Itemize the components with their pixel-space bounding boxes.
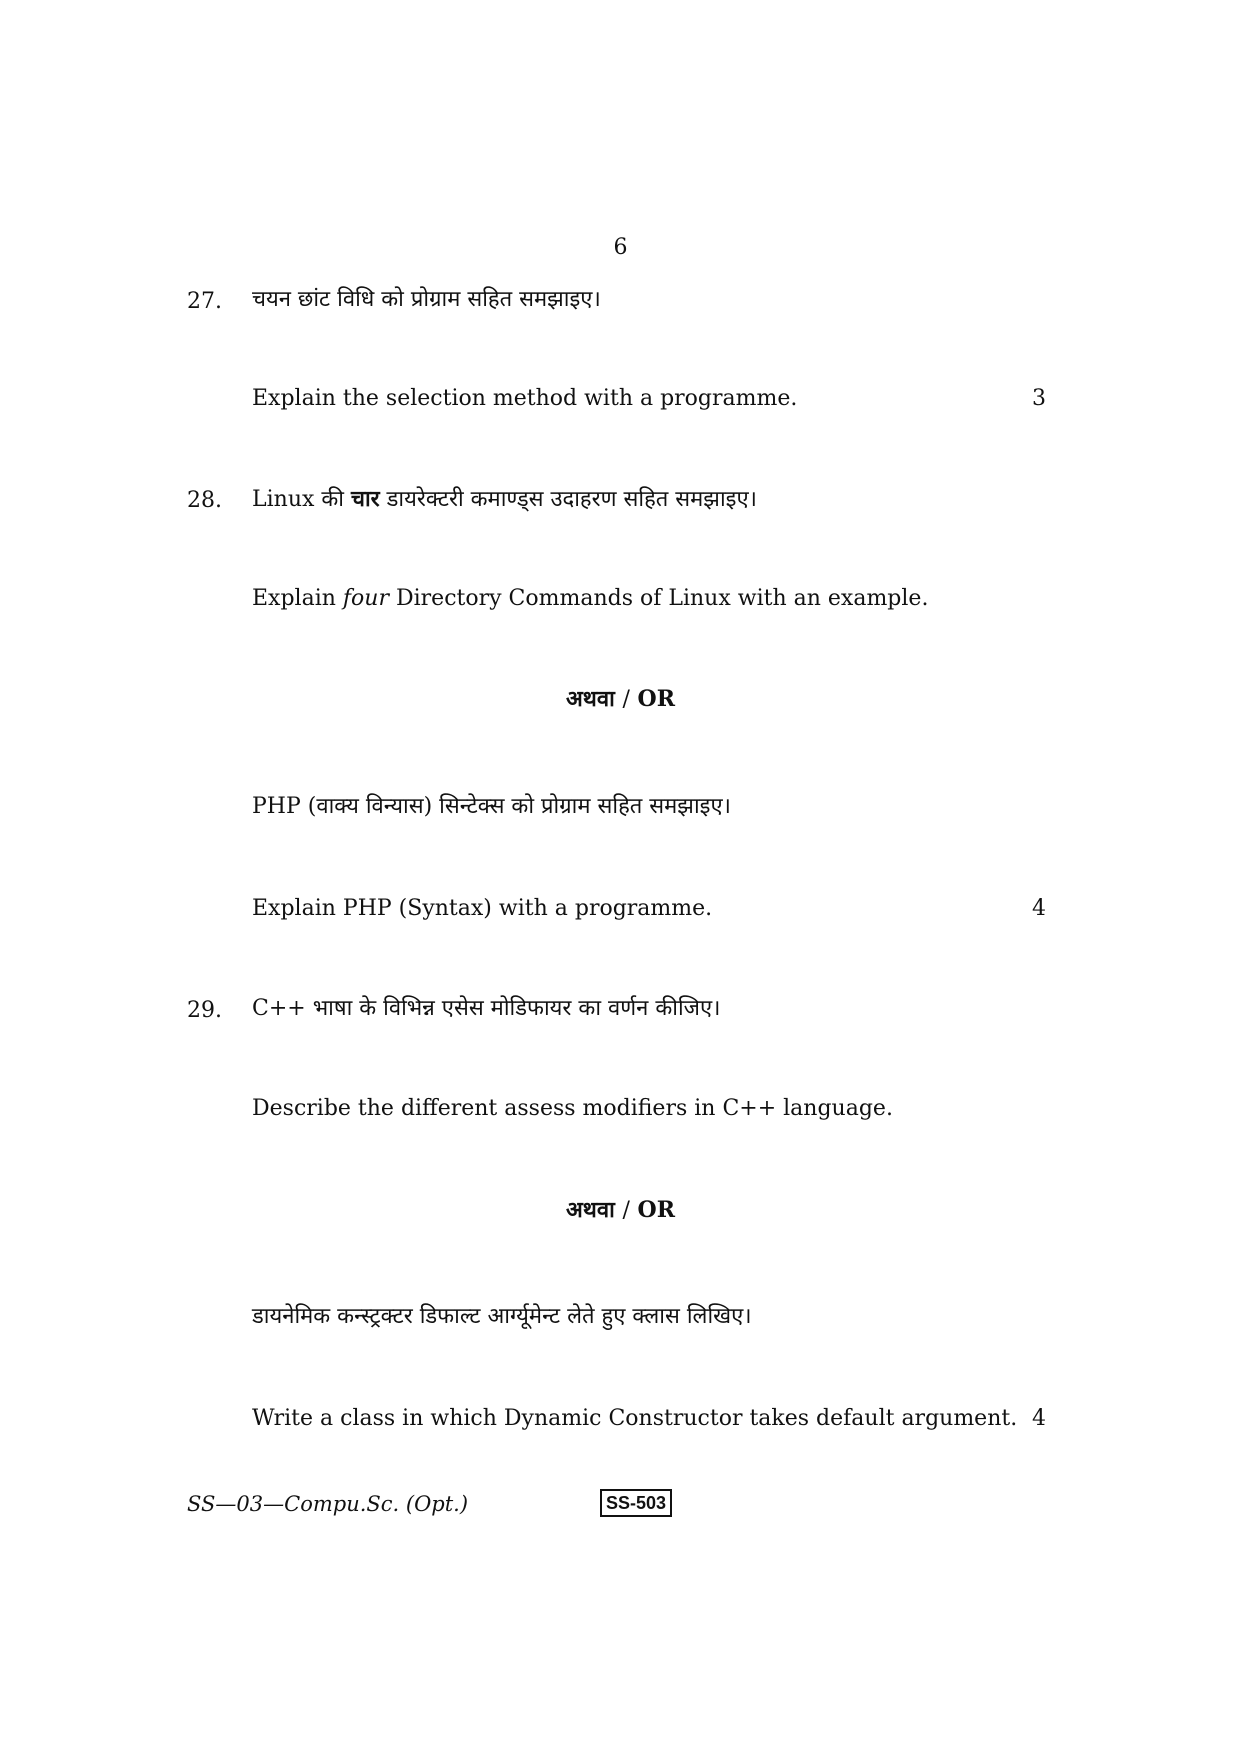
question-28-hindi (252, 484, 757, 515)
or-hindi: अथवा (565, 686, 615, 712)
question-28-english-suffix: Directory Commands of Linux with an example. (388, 586, 929, 611)
question-29-alt-english: Write a class in which Dynamic Constructor takes default argument. (252, 1406, 1018, 1431)
question-28-hindi-suffix: डायरेक्टरी कमाण्ड्स उदाहरण सहित समझाइए। (379, 487, 757, 512)
or-separator: / (622, 1198, 630, 1223)
footer-paper-code: SS-503 (600, 1489, 672, 1517)
question-28-alt-hindi: PHP (वाक्य विन्यास) सिन्टेक्स को प्रोग्राम सहित समझाइए। (252, 794, 731, 819)
question-29-alt-hindi: डायनेमिक कन्स्ट्रक्टर डिफाल्ट आर्ग्यूमेन्ट लेते हुए क्लास लिखिए। (252, 1304, 752, 1329)
or-hindi: अथवा (565, 1197, 615, 1223)
question-28-or-divider (0, 684, 1241, 715)
question-29-english: Describe the different assess modifiers in C++ language. (252, 1096, 893, 1121)
question-28-english-italic: four (342, 586, 389, 611)
footer-paper-id: SS—03—Compu.Sc. (Opt.) (187, 1492, 469, 1516)
page-number: 6 (613, 235, 628, 260)
question-28-alt-english: Explain PHP (Syntax) with a programme. (252, 896, 713, 921)
question-28-hindi-prefix: Linux की (252, 487, 351, 512)
question-29-or-divider (0, 1195, 1241, 1226)
question-29-marks: 4 (1032, 1406, 1046, 1431)
or-english: OR (637, 1197, 675, 1223)
question-27-number: 27. (187, 289, 222, 314)
question-28-marks: 4 (1032, 896, 1046, 921)
question-28-english-prefix: Explain (252, 586, 343, 611)
question-28-hindi-bold: चार (350, 486, 380, 512)
or-english: OR (637, 686, 675, 712)
question-28-number: 28. (187, 488, 222, 513)
or-separator: / (622, 687, 630, 712)
question-28-english (252, 584, 928, 614)
question-27-english: Explain the selection method with a programme. (252, 386, 798, 411)
question-27-hindi: चयन छांट विधि को प्रोग्राम सहित समझाइए। (252, 287, 601, 312)
question-29-hindi: C++ भाषा के विभिन्न एसेस मोडिफायर का वर्णन कीजिए। (252, 996, 721, 1021)
question-29-number: 29. (187, 998, 222, 1023)
question-27-marks: 3 (1032, 386, 1046, 411)
